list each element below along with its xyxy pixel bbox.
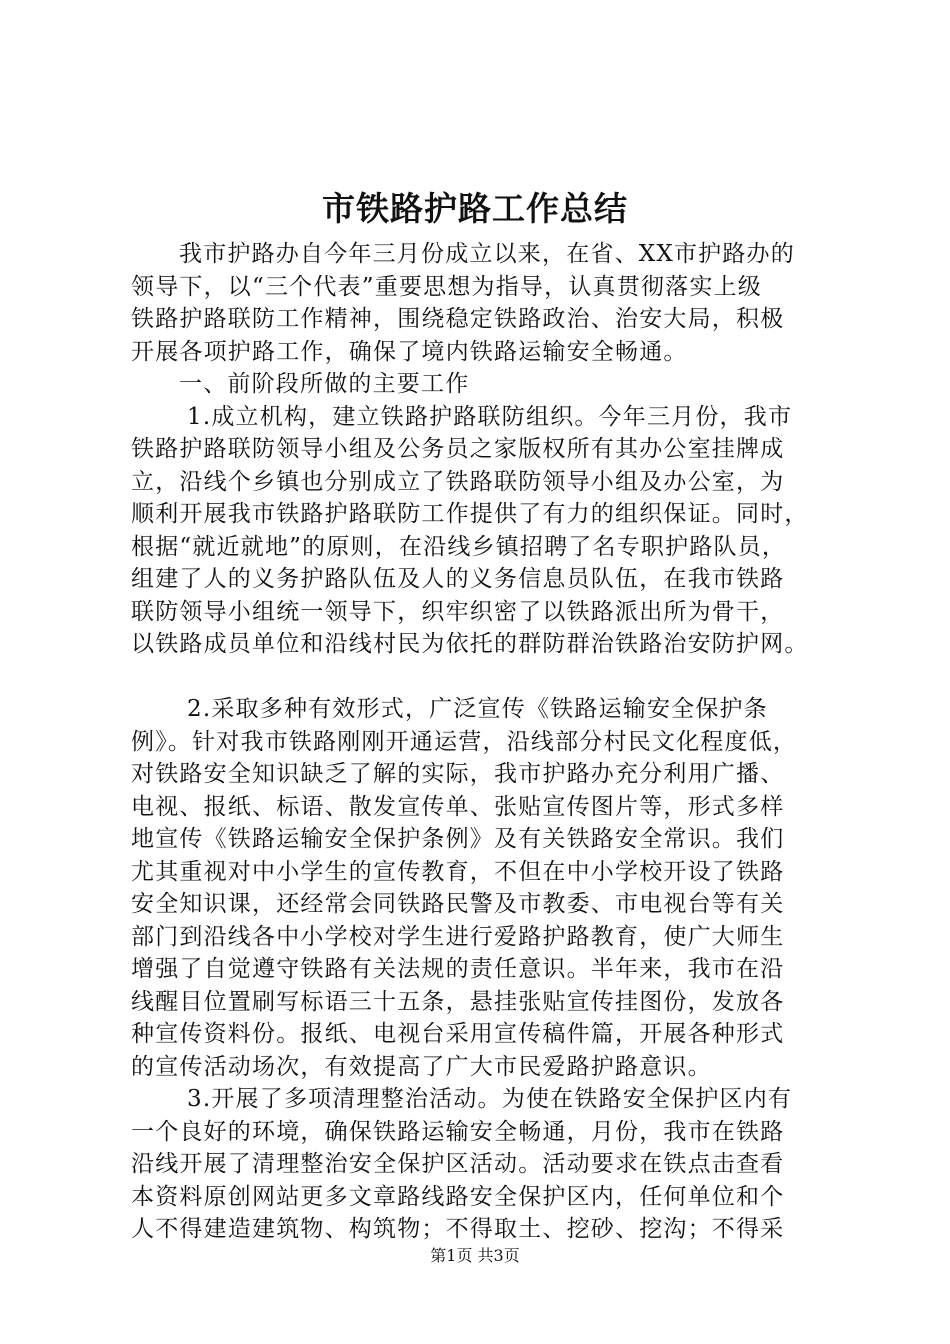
- paragraph-line: 例》。针对我市铁路刚刚开通运营，沿线部分村民文化程度低，: [131, 728, 798, 755]
- paragraph-line: 铁路护路联防工作精神，围绕稳定铁路政治、治安大局，积极: [131, 306, 785, 332]
- paragraph-line: 一个良好的环境，确保铁路运输安全畅通，月份，我市在铁路: [131, 1118, 785, 1145]
- paragraph-line: 组建了人的义务护路队伍及人的义务信息员队伍，在我市铁路: [131, 566, 785, 592]
- paragraph-line: 地宣传《铁路运输安全保护条例》及有关铁路安全常识。我们: [131, 826, 785, 852]
- paragraph-line: 以铁路成员单位和沿线村民为依托的群防群治铁路治安防护网。: [131, 631, 809, 657]
- paragraph-line: 2.采取多种有效形式，广泛宣传《铁路运输安全保护条: [187, 696, 768, 722]
- paragraph-line: 沿线开展了清理整治安全保护区活动。活动要求在铁点击查看: [131, 1151, 785, 1177]
- paragraph-line: 人不得建造建筑物、构筑物；不得取土、挖砂、挖沟；不得采: [131, 1216, 785, 1242]
- paragraph-line: 本资料原创网站更多文章路线路安全保护区内，任何单位和个: [131, 1183, 785, 1210]
- paragraph-line: 尤其重视对中小学生的宣传教育，不但在中小学校开设了铁路: [131, 858, 785, 885]
- paragraph-line: 安全知识课，还经常会同铁路民警及市教委、市电视台等有关: [131, 891, 785, 917]
- paragraph-line: 电视、报纸、标语、散发宣传单、张贴宣传图片等，形式多样: [131, 793, 785, 820]
- paragraph-line: 领导下，以“三个代表”重要思想为指导，认真贯彻落实上级: [131, 273, 762, 300]
- paragraph-line: 部门到沿线各中小学校对学生进行爱路护路教育，使广大师生: [131, 923, 785, 950]
- paragraph-line: 立，沿线个乡镇也分别成立了铁路联防领导小组及办公室，为: [131, 468, 785, 495]
- paragraph-line: 联防领导小组统一领导下，织牢织密了以铁路派出所为骨干，: [131, 598, 785, 625]
- document-body: [131, 238, 831, 1246]
- paragraph-line: 增强了自觉遵守铁路有关法规的责任意识。半年来，我市在沿: [131, 956, 785, 982]
- page-footer: 第1页 共3页: [430, 1246, 520, 1265]
- paragraph-line: 对铁路安全知识缺乏了解的实际，我市护路办充分利用广播、: [131, 761, 785, 787]
- paragraph-line: 顺利开展我市铁路护路联防工作提供了有力的组织保证。同时，: [131, 501, 809, 527]
- document-title: 市铁路护路工作总结: [322, 189, 628, 228]
- paragraph-line: 铁路护路联防领导小组及公务员之家版权所有其办公室挂牌成: [131, 436, 785, 462]
- paragraph-line: 的宣传活动场次，有效提高了广大市民爱路护路意识。: [131, 1053, 712, 1080]
- paragraph-line: 开展各项护路工作，确保了境内铁路运输安全畅通。: [131, 338, 688, 365]
- paragraph-line: 线醒目位置刷写标语三十五条，悬挂张贴宣传挂图份，发放各: [131, 988, 785, 1015]
- paragraph-gap: [131, 661, 831, 694]
- paragraph-line: 3.开展了多项清理整治活动。为使在铁路安全保护区内有: [187, 1086, 793, 1112]
- paragraph-line: 1.成立机构，建立铁路护路联防组织。今年三月份，我市: [187, 403, 793, 430]
- paragraph-line: 根据“就近就地”的原则，在沿线乡镇招聘了名专职护路队员，: [131, 533, 787, 560]
- section-heading: 一、前阶段所做的主要工作: [179, 371, 470, 397]
- paragraph-line: 种宣传资料份。报纸、电视台采用宣传稿件篇，开展各种形式: [131, 1021, 785, 1047]
- paragraph-line: 我市护路办自今年三月份成立以来，在省、XX市护路办的: [179, 241, 795, 267]
